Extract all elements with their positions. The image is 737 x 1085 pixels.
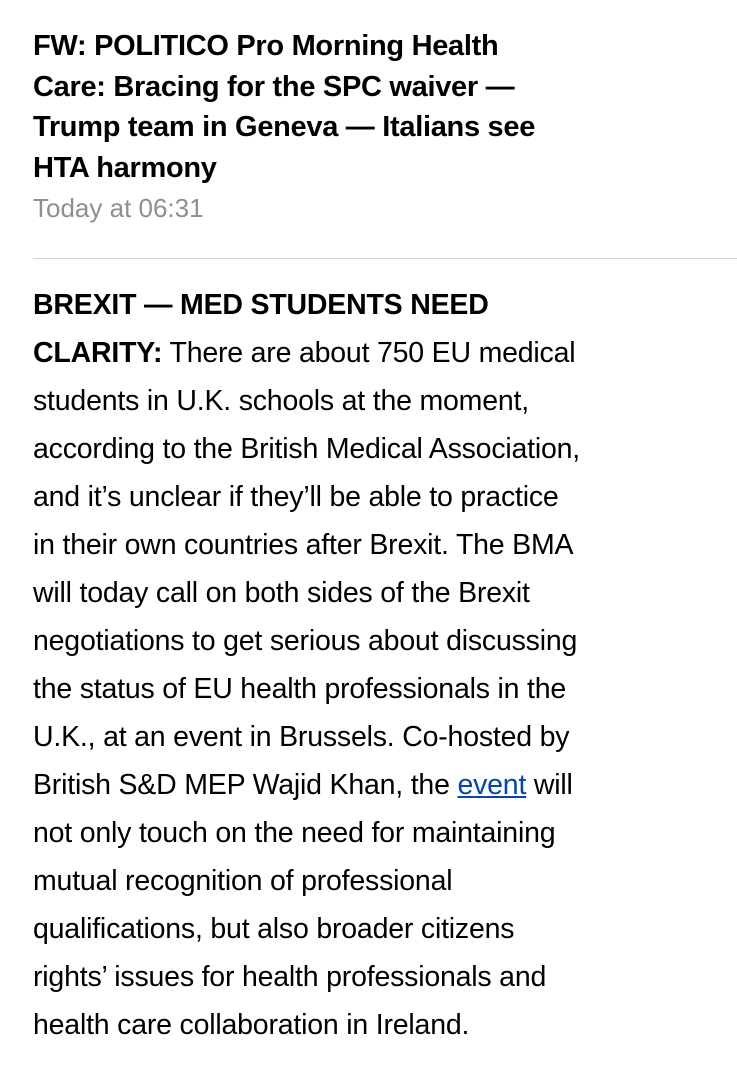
- body-line: [33, 329, 723, 377]
- body-line: mutual recognition of professional: [33, 865, 453, 897]
- email-header: [33, 26, 723, 224]
- body-line: negotiations to get serious about discussing: [33, 625, 578, 657]
- body-line: and it’s unclear if they’ll be able to practice: [33, 481, 559, 513]
- body-line: [33, 761, 723, 809]
- subject-line: FW: POLITICO Pro Morning Health: [33, 30, 499, 62]
- body-text-segment: British S&D MEP Wajid Khan, the: [33, 769, 458, 801]
- subject-line: HTA harmony: [33, 151, 217, 184]
- body-line: the status of EU health professionals in the: [33, 673, 567, 705]
- subject-line: Care: Bracing for the SPC waiver —: [33, 70, 515, 103]
- subject-line: Trump team in Geneva — Italians see: [33, 111, 536, 143]
- body-line: U.K., at an event in Brussels. Co-hosted by: [33, 721, 570, 753]
- event-link[interactable]: event: [457, 769, 527, 801]
- email-subject: [33, 26, 723, 188]
- header-divider: [33, 258, 737, 259]
- body-line: in their own countries after Brexit. The BMA: [33, 529, 574, 561]
- body-line: will today call on both sides of the Brexit: [33, 577, 530, 609]
- article-headline: BREXIT — MED STUDENTS NEED: [33, 289, 489, 321]
- email-body: [33, 281, 723, 1049]
- body-line: not only touch on the need for maintaining: [33, 817, 556, 849]
- body-text-segment: There are about 750 EU medical: [162, 337, 576, 369]
- body-text-segment: will: [526, 769, 573, 801]
- email-timestamp: Today at 06:31: [33, 193, 204, 223]
- body-line: qualifications, but also broader citizens: [33, 913, 515, 945]
- body-line: according to the British Medical Association,: [33, 433, 581, 465]
- article-headline-continued: CLARITY:: [33, 337, 163, 369]
- body-line: health care collaboration in Ireland.: [33, 1009, 470, 1041]
- body-line: students in U.K. schools at the moment,: [33, 385, 529, 417]
- body-line: rights’ issues for health professionals and: [33, 961, 547, 993]
